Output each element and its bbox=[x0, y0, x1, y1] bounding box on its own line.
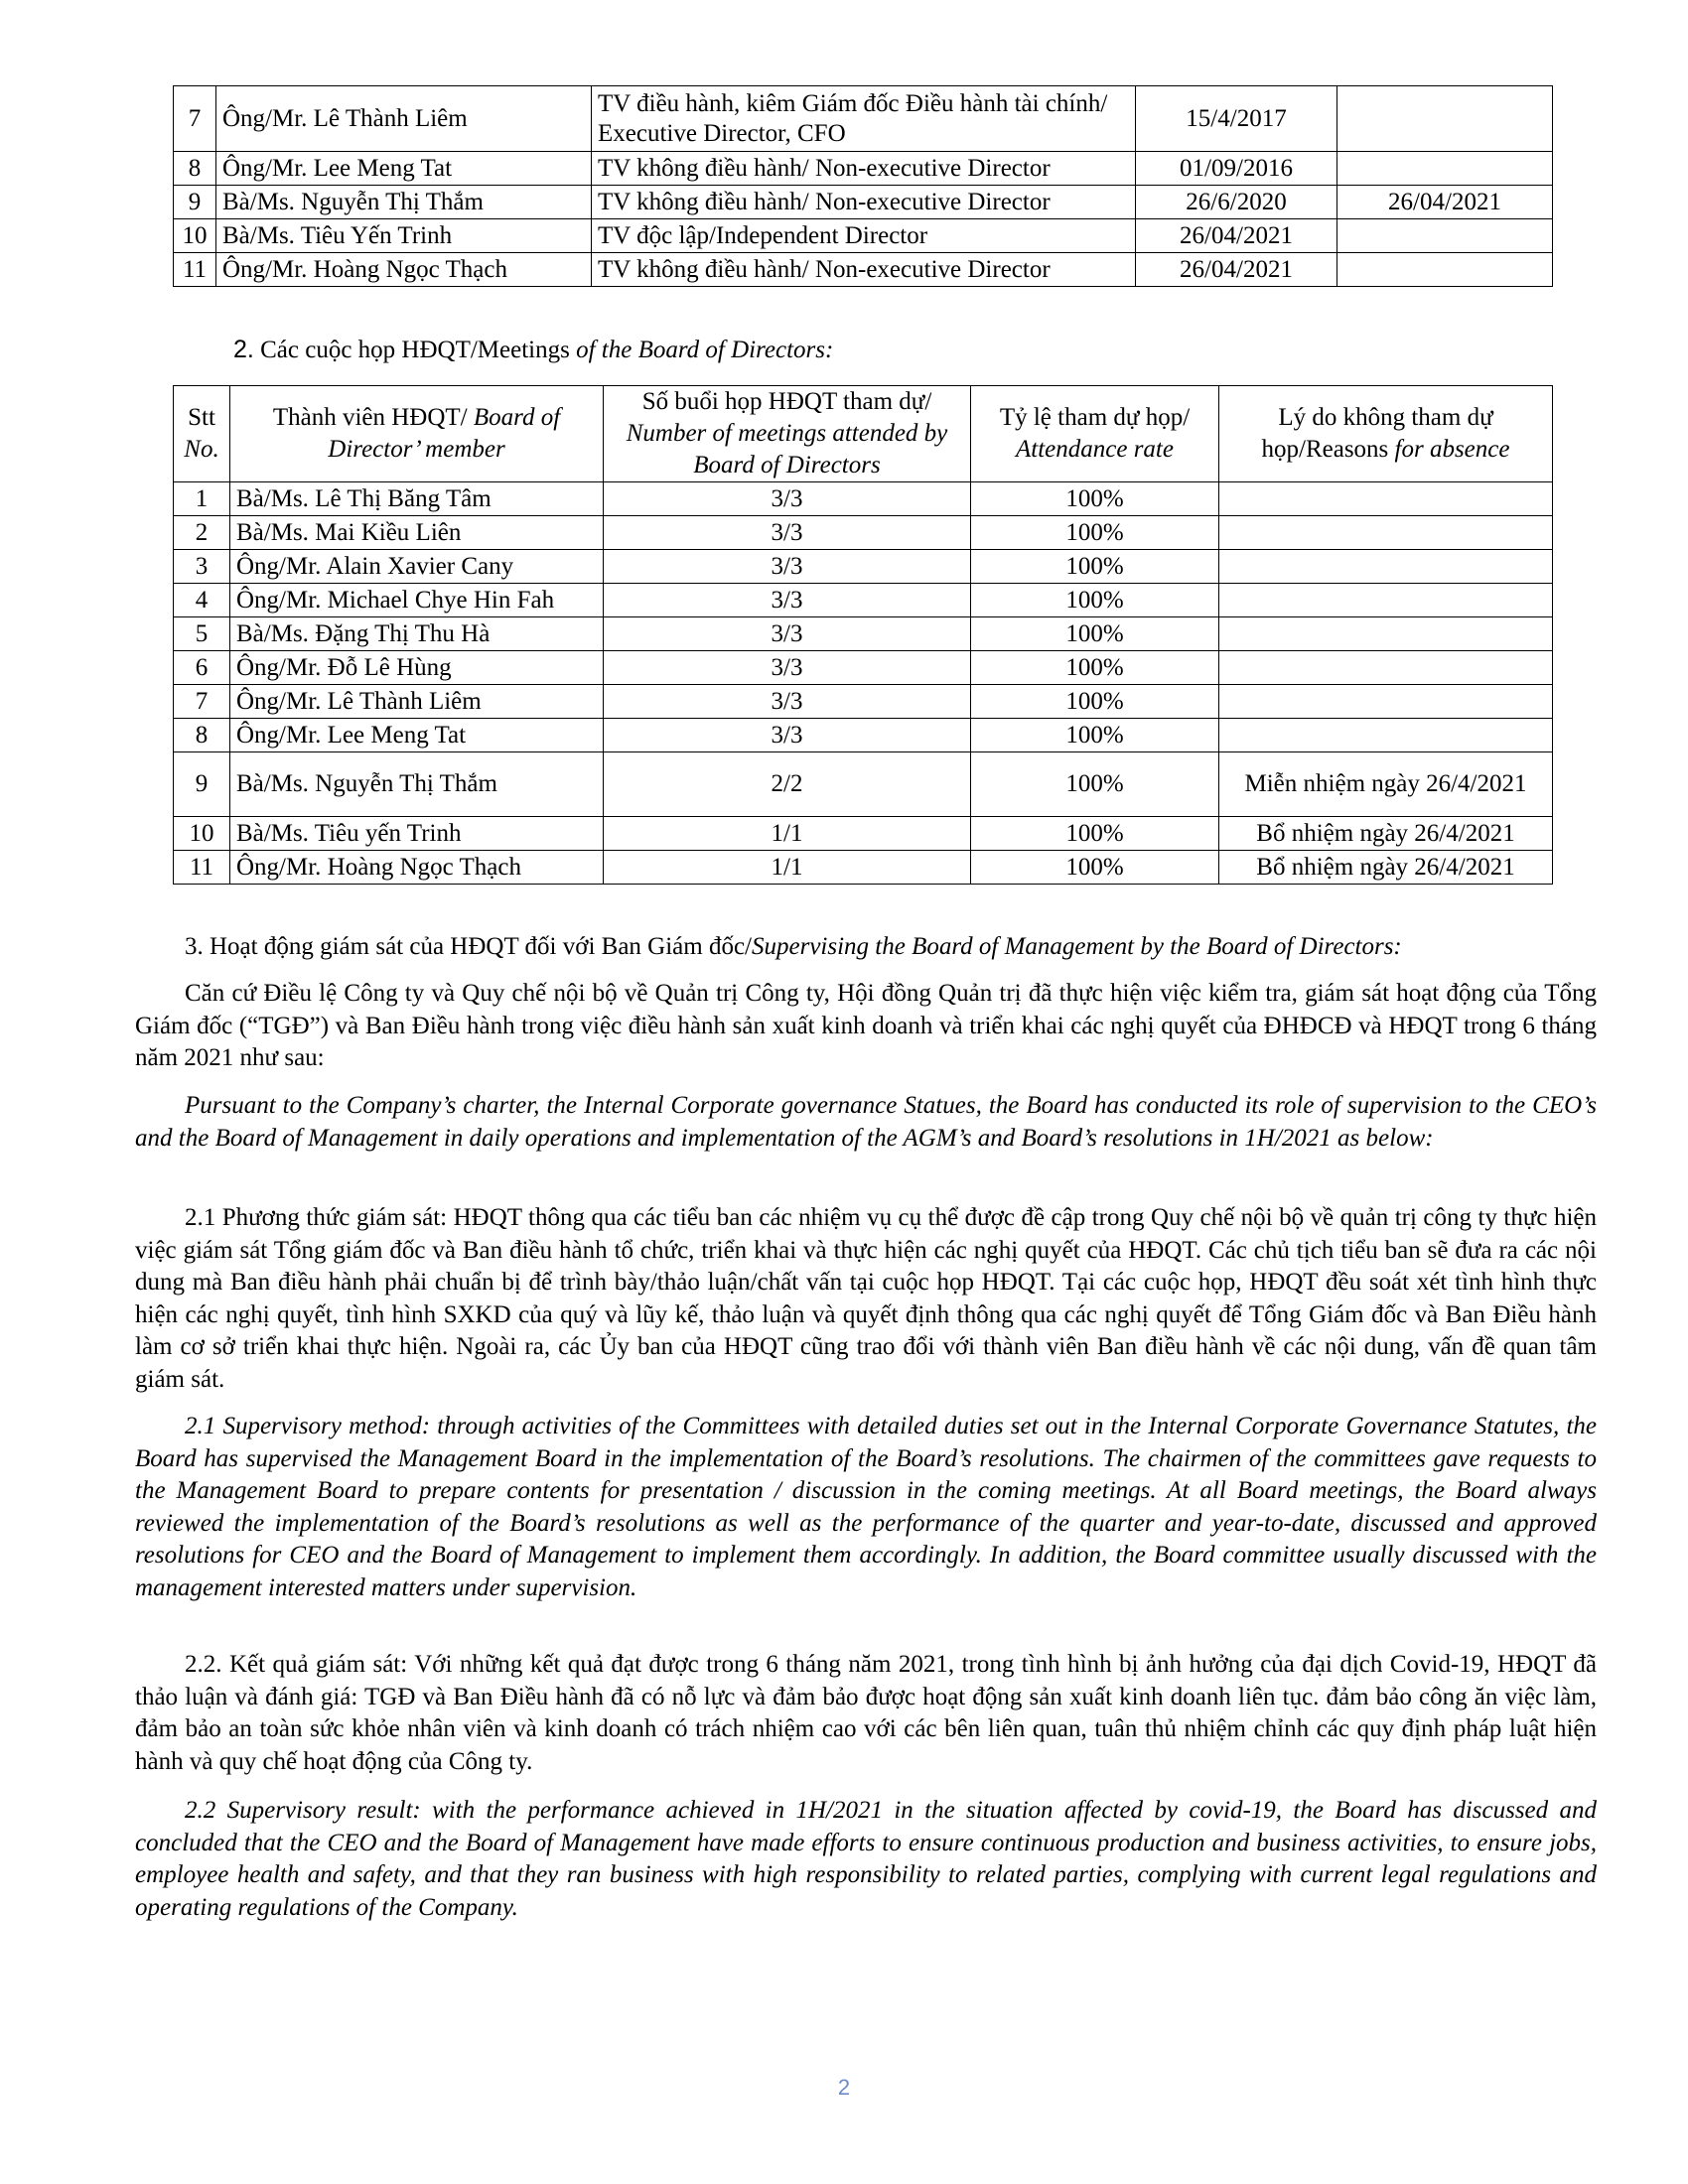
attendance-rate: 100% bbox=[971, 617, 1219, 651]
table-row bbox=[174, 152, 1553, 186]
table-row bbox=[174, 851, 1553, 885]
absence-reason: Miễn nhiệm ngày 26/4/2021 bbox=[1219, 752, 1553, 817]
header-reason-en: for absence bbox=[1394, 436, 1510, 463]
appointed-date: 15/4/2017 bbox=[1136, 86, 1337, 152]
appointed-date: 26/04/2021 bbox=[1136, 219, 1337, 253]
member-role: TV điều hành, kiêm Giám đốc Điều hành tài chính/ Executive Director, CFO bbox=[592, 86, 1136, 152]
member-name: Ông/Mr. Đỗ Lê Hùng bbox=[230, 651, 604, 685]
row-no: 7 bbox=[174, 86, 216, 152]
member-name: Bà/Ms. Lê Thị Băng Tâm bbox=[230, 482, 604, 516]
table-row bbox=[174, 685, 1553, 719]
absence-reason bbox=[1219, 584, 1553, 617]
meetings-attended: 3/3 bbox=[604, 651, 971, 685]
header-no-vi: Stt bbox=[188, 404, 215, 431]
member-name: Ông/Mr. Lê Thành Liêm bbox=[216, 86, 592, 152]
meetings-attended: 1/1 bbox=[604, 817, 971, 851]
attendance-rate: 100% bbox=[971, 685, 1219, 719]
attendance-rate: 100% bbox=[971, 719, 1219, 752]
meetings-attended: 3/3 bbox=[604, 719, 971, 752]
attendance-rate: 100% bbox=[971, 516, 1219, 550]
meetings-attended: 3/3 bbox=[604, 617, 971, 651]
row-no: 1 bbox=[174, 482, 230, 516]
table-row bbox=[174, 752, 1553, 817]
header-rate-en: Attendance rate bbox=[1016, 436, 1174, 463]
absence-reason bbox=[1219, 550, 1553, 584]
header-reason bbox=[1219, 386, 1553, 482]
member-name: Ông/Mr. Lê Thành Liêm bbox=[230, 685, 604, 719]
row-no: 11 bbox=[174, 851, 230, 885]
paragraph-method-en: 2.1 Supervisory method: through activities of the Committees with detailed duties set out in the Internal Corporate Governance Statutes, the Board has supervised the Management Board in the implementation of the Board’s resolutions. The chairmen of the committees gave requests to the Management Board to prepare contents for presentation / discussion in the coming meetings. At all Board meetings, the Board always reviewed the implementation of the Board’s resolutions as well as the performance of the quarter and year-to-date, discussed and approved resolutions for CEO and the Board of Management to implement them accordingly. In addition, the Board committee usually discussed with the management interested matters under supervision. bbox=[135, 1413, 1597, 1601]
row-no: 10 bbox=[174, 219, 216, 253]
table-row bbox=[174, 550, 1553, 584]
header-member-vi: Thành viên HĐQT/ bbox=[272, 404, 474, 431]
member-role: TV không điều hành/ Non-executive Director bbox=[592, 253, 1136, 287]
member-name: Bà/Ms. Tiêu yến Trinh bbox=[230, 817, 604, 851]
header-member bbox=[230, 386, 604, 482]
row-no: 2 bbox=[174, 516, 230, 550]
meetings-attended: 3/3 bbox=[604, 516, 971, 550]
absence-reason bbox=[1219, 651, 1553, 685]
table-row bbox=[174, 253, 1553, 287]
row-no: 11 bbox=[174, 253, 216, 287]
attendance-rate: 100% bbox=[971, 817, 1219, 851]
paragraph-method-vi: 2.1 Phương thức giám sát: HĐQT thông qua các tiểu ban các nhiệm vụ cụ thể được đề cập trong Quy chế nội bộ về quản trị công ty thực hiện việc giám sát Tổng giám đốc và Ban điều hành tổ chức, triển khai và thực hiện các nghị quyết của HĐQT. Các chủ tịch tiểu ban sẽ đưa ra các nội dung mà Ban điều hành phải chuẩn bị để trình bày/thảo luận/chất vấn tại cuộc họp HĐQT. Tại các cuộc họp, HĐQT đều soát xét tình hình thực hiện các nghị quyết, tình hình SXKD của quý và lũy kế, thảo luận và quyết định thông qua các nghị quyết để Tổng Giám đốc và Ban Điều hành làm cơ sở triển khai thực hiện. Ngoài ra, các Ủy ban của HĐQT cũng trao đổi với thành viên Ban điều hành về các nội dung, vấn đề quan tâm giám sát. bbox=[135, 1204, 1597, 1393]
row-no: 8 bbox=[174, 719, 230, 752]
attendance-rate: 100% bbox=[971, 752, 1219, 817]
section-3-heading-italic: Supervising the Board of Management by the Board of Directors: bbox=[752, 933, 1402, 960]
section-3-heading bbox=[185, 931, 1605, 964]
member-role: TV độc lập/Independent Director bbox=[592, 219, 1136, 253]
absence-reason bbox=[1219, 719, 1553, 752]
section-2-title: Các cuộc họp HĐQT/Meetings bbox=[253, 337, 577, 363]
member-name: Bà/Ms. Mai Kiều Liên bbox=[230, 516, 604, 550]
meetings-attended: 1/1 bbox=[604, 851, 971, 885]
attendance-rate: 100% bbox=[971, 651, 1219, 685]
member-name: Bà/Ms. Nguyễn Thị Thắm bbox=[216, 186, 592, 219]
member-name: Ông/Mr. Michael Chye Hin Fah bbox=[230, 584, 604, 617]
page-number: 2 bbox=[837, 2075, 851, 2100]
absence-reason bbox=[1219, 482, 1553, 516]
section-3-heading-plain: 3. Hoạt động giám sát của HĐQT đối với Ban Giám đốc/ bbox=[185, 933, 752, 960]
dismissed-date bbox=[1337, 86, 1553, 152]
row-no: 9 bbox=[174, 752, 230, 817]
row-no: 9 bbox=[174, 186, 216, 219]
row-no: 8 bbox=[174, 152, 216, 186]
table-row bbox=[174, 219, 1553, 253]
header-no bbox=[174, 386, 230, 482]
table-row bbox=[174, 482, 1553, 516]
member-name: Ông/Mr. Lee Meng Tat bbox=[230, 719, 604, 752]
table-row bbox=[174, 86, 1553, 152]
meetings-attendance-table bbox=[173, 385, 1553, 885]
member-name: Bà/Ms. Đặng Thị Thu Hà bbox=[230, 617, 604, 651]
dismissed-date bbox=[1337, 253, 1553, 287]
row-no: 10 bbox=[174, 817, 230, 851]
paragraph-basis-vi: Căn cứ Điều lệ Công ty và Quy chế nội bộ về Quản trị Công ty, Hội đồng Quản trị đã thực hiện việc kiểm tra, giám sát hoạt động của Tổng Giám đốc (“TGĐ”) và Ban Điều hành trong việc điều hành sản xuất kinh doanh và triển khai các nghị quyết của ĐHĐCĐ và HĐQT trong 6 tháng năm 2021 như sau: bbox=[135, 980, 1597, 1071]
meetings-attended: 3/3 bbox=[604, 550, 971, 584]
meetings-attended: 3/3 bbox=[604, 685, 971, 719]
board-members-table bbox=[173, 85, 1553, 287]
absence-reason bbox=[1219, 516, 1553, 550]
header-meetings bbox=[604, 386, 971, 482]
table-row bbox=[174, 817, 1553, 851]
member-role: TV không điều hành/ Non-executive Director bbox=[592, 186, 1136, 219]
section-2-title-italic: of the Board of Directors: bbox=[576, 337, 834, 363]
dismissed-date bbox=[1337, 152, 1553, 186]
appointed-date: 26/04/2021 bbox=[1136, 253, 1337, 287]
row-no: 5 bbox=[174, 617, 230, 651]
row-no: 4 bbox=[174, 584, 230, 617]
paragraph-result-vi: 2.2. Kết quả giám sát: Với những kết quả đạt được trong 6 tháng năm 2021, trong tình hình bị ảnh hưởng của đại dịch Covid-19, HĐQT đã thảo luận và đánh giá: TGĐ và Ban Điều hành đã có nỗ lực và đảm bảo được hoạt động sản xuất kinh doanh liên tục. đảm bảo công ăn việc làm, đảm bảo an toàn sức khỏe nhân viên và kinh doanh có trách nhiệm cao với các bên liên quan, tuân thủ nhiệm chỉnh các quy định pháp luật hiện hành và quy chế hoạt động của Công ty. bbox=[135, 1651, 1597, 1775]
table-row bbox=[174, 719, 1553, 752]
header-member-en: Board of Director’ member bbox=[328, 404, 561, 463]
paragraph-basis-en: Pursuant to the Company’s charter, the Internal Corporate governance Statues, the Board has conducted its role of supervision to the CEO’s and the Board of Management in daily operations and implementation of the AGM’s and Board’s resolutions in 1H/2021 as below: bbox=[135, 1092, 1597, 1152]
table-row bbox=[174, 584, 1553, 617]
member-name: Bà/Ms. Nguyễn Thị Thắm bbox=[230, 752, 604, 817]
header-no-en: No. bbox=[184, 436, 219, 463]
row-no: 3 bbox=[174, 550, 230, 584]
absence-reason: Bổ nhiệm ngày 26/4/2021 bbox=[1219, 817, 1553, 851]
member-name: Ông/Mr. Lee Meng Tat bbox=[216, 152, 592, 186]
header-meetings-vi: Số buổi họp HĐQT tham dự/ bbox=[641, 388, 932, 415]
table-row bbox=[174, 617, 1553, 651]
member-name: Ông/Mr. Hoàng Ngọc Thạch bbox=[216, 253, 592, 287]
absence-reason bbox=[1219, 685, 1553, 719]
row-no: 6 bbox=[174, 651, 230, 685]
section-2-heading bbox=[233, 336, 833, 364]
meetings-attendance-table-body bbox=[174, 386, 1553, 885]
paragraph-result-en: 2.2 Supervisory result: with the performance achieved in 1H/2021 in the situation affected by covid-19, the Board has discussed and concluded that the CEO and the Board of Management have made efforts to ensure continuous production and business activities, to ensure jobs, employee health and safety, and that they ran business with high responsibility to related parties, complying with current legal regulations and operating regulations of the Company. bbox=[135, 1797, 1597, 1921]
attendance-rate: 100% bbox=[971, 584, 1219, 617]
member-name: Ông/Mr. Hoàng Ngọc Thạch bbox=[230, 851, 604, 885]
table-header-row bbox=[174, 386, 1553, 482]
board-members-table-body bbox=[174, 86, 1553, 287]
header-meetings-en: Number of meetings attended by Board of Directors bbox=[626, 420, 948, 478]
absence-reason bbox=[1219, 617, 1553, 651]
attendance-rate: 100% bbox=[971, 550, 1219, 584]
table-row bbox=[174, 651, 1553, 685]
header-rate-vi: Tỷ lệ tham dự họp/ bbox=[999, 404, 1191, 431]
dismissed-date bbox=[1337, 219, 1553, 253]
member-name: Ông/Mr. Alain Xavier Cany bbox=[230, 550, 604, 584]
header-reason-vi: Lý do không tham dự họp/Reasons bbox=[1261, 404, 1493, 463]
header-rate bbox=[971, 386, 1219, 482]
attendance-rate: 100% bbox=[971, 851, 1219, 885]
row-no: 7 bbox=[174, 685, 230, 719]
meetings-attended: 3/3 bbox=[604, 482, 971, 516]
table-row bbox=[174, 516, 1553, 550]
member-role: TV không điều hành/ Non-executive Director bbox=[592, 152, 1136, 186]
appointed-date: 26/6/2020 bbox=[1136, 186, 1337, 219]
section-2-number: 2. bbox=[233, 336, 254, 363]
absence-reason: Bổ nhiệm ngày 26/4/2021 bbox=[1219, 851, 1553, 885]
appointed-date: 01/09/2016 bbox=[1136, 152, 1337, 186]
meetings-attended: 3/3 bbox=[604, 584, 971, 617]
meetings-attended: 2/2 bbox=[604, 752, 971, 817]
table-row bbox=[174, 186, 1553, 219]
attendance-rate: 100% bbox=[971, 482, 1219, 516]
member-name: Bà/Ms. Tiêu Yến Trinh bbox=[216, 219, 592, 253]
dismissed-date: 26/04/2021 bbox=[1337, 186, 1553, 219]
